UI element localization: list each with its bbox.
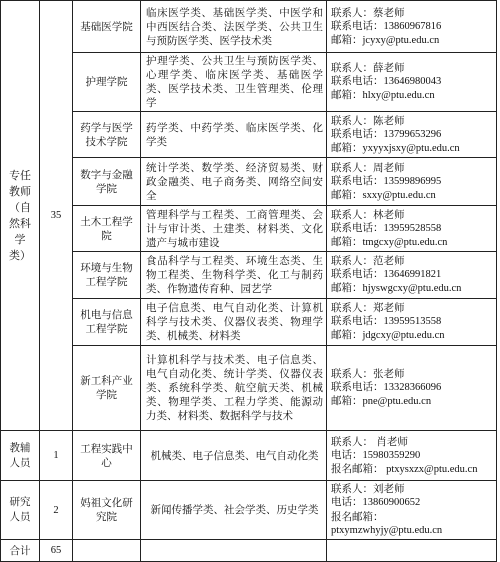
majors-text: 统计学类、数学类、经济贸易类、财政金融类、电子商务类、网络空间安全 xyxy=(146,161,323,202)
college-name: 环境与生物工程学院 xyxy=(80,262,133,288)
contact-cell xyxy=(327,206,497,252)
majors-cell xyxy=(141,112,327,158)
count-cell xyxy=(40,1,73,431)
contact-phone: 联系电话：13646980043 xyxy=(331,76,442,87)
contact-phone: 联系电话：13328366096 xyxy=(331,382,442,393)
majors-text: 管理科学与工程类、工商管理类、会计与审计类、土建类、材料类、文化遗产与城市建设 xyxy=(146,208,323,249)
empty-cell xyxy=(327,540,497,562)
contact-phone: 联系电话：13959528558 xyxy=(331,222,442,234)
contact-cell xyxy=(327,481,497,540)
contact-cell xyxy=(327,252,497,299)
majors-cell xyxy=(141,158,327,206)
contact-email: 邮箱：tmgcxy@ptu.edu.cn xyxy=(331,236,448,248)
contact-phone: 电话：15980359290 xyxy=(331,449,421,461)
category-label: 研究人员 xyxy=(9,496,31,523)
college-name: 数字与金融学院 xyxy=(80,168,133,195)
contact-phone: 联系电话：13959513558 xyxy=(331,316,442,327)
table-row xyxy=(1,252,497,299)
contact-cell xyxy=(327,1,497,53)
contact-email: 邮箱：pne@ptu.edu.cn xyxy=(331,396,432,407)
table-row xyxy=(1,206,497,252)
table-row xyxy=(1,299,497,346)
contact-name: 联系人：周老师 xyxy=(331,161,405,174)
table-row xyxy=(1,112,497,158)
empty-cell xyxy=(141,540,327,562)
contact-email: 报名邮箱： ptxysxzx@ptu.edu.cn xyxy=(331,463,478,475)
college-cell xyxy=(73,252,141,299)
contact-email: 邮箱：hlxy@ptu.edu.cn xyxy=(331,90,435,101)
majors-text: 药学类、中药学类、临床医学类、化学类 xyxy=(146,121,323,148)
majors-text: 新闻传播学类、社会学类、历史学类 xyxy=(150,504,319,516)
college-cell xyxy=(73,112,141,158)
majors-text: 计算机科学与技术类、电子信息类、电气自动化类、统计学类、仪器仪表类、系统科学类、航空航天类、机械类、物理学类、工程力学类、能源动力类、材料类、数据科学与技术 xyxy=(146,354,323,422)
majors-cell xyxy=(141,481,327,540)
majors-cell xyxy=(141,346,327,431)
contact-cell xyxy=(327,53,497,112)
college-cell xyxy=(73,1,141,53)
category-cell xyxy=(1,1,40,431)
total-label-cell xyxy=(1,540,40,562)
majors-text: 护理学类、公共卫生与预防医学类、心理学类、临床医学类、基础医学类、医学技术类、卫生管理类、伦理学 xyxy=(146,55,323,109)
majors-cell xyxy=(141,431,327,481)
college-name: 护理学院 xyxy=(85,76,128,88)
majors-text: 电子信息类、电气自动化类、计算机科学与技术类、仪器仪表类、物理学类、机械类、材料类 xyxy=(146,302,323,342)
college-name: 新工科产业学院 xyxy=(80,375,133,401)
count-value: 35 xyxy=(50,210,62,221)
college-cell xyxy=(73,346,141,431)
college-cell xyxy=(73,481,141,540)
college-name: 土木工程学院 xyxy=(80,215,133,242)
contact-cell xyxy=(327,158,497,206)
contact-email: 邮箱：jcyxy@ptu.edu.cn xyxy=(331,34,440,46)
contact-email: 邮箱：sxxy@ptu.edu.cn xyxy=(331,189,436,201)
table-row-total xyxy=(1,540,497,562)
college-name: 妈祖文化研究院 xyxy=(80,497,133,523)
table-row xyxy=(1,1,497,53)
college-name: 机电与信息工程学院 xyxy=(80,309,133,335)
empty-cell xyxy=(73,540,141,562)
college-name: 药学与医学技术学院 xyxy=(80,121,133,148)
college-cell xyxy=(73,431,141,481)
college-cell xyxy=(73,158,141,206)
contact-phone: 联系电话：13646991821 xyxy=(331,269,442,280)
contact-name: 联系人：郑老师 xyxy=(331,302,405,314)
college-name: 基础医学院 xyxy=(80,20,133,33)
contact-cell xyxy=(327,112,497,158)
majors-cell xyxy=(141,299,327,346)
total-count-cell xyxy=(40,540,73,562)
table-row xyxy=(1,158,497,206)
majors-text: 临床医学类、基础医学类、中医学和中西医结合类、法医学类、公共卫生与预防医学类、医学技术类 xyxy=(146,6,323,47)
college-cell xyxy=(73,206,141,252)
count-cell xyxy=(40,481,73,540)
contact-name: 联系人： 肖老师 xyxy=(331,435,408,448)
table-row xyxy=(1,346,497,431)
majors-cell xyxy=(141,1,327,53)
contact-email: 邮箱：yxyyxjsxy@ptu.edu.cn xyxy=(331,142,460,154)
contact-cell xyxy=(327,299,497,346)
count-value: 2 xyxy=(53,504,59,516)
contact-cell xyxy=(327,431,497,481)
contact-email-label: 报名邮箱： xyxy=(331,511,384,523)
contact-name: 联系人：薛老师 xyxy=(331,62,405,74)
majors-text: 食品科学与工程类、环境生态类、生物工程类、生物科学类、化工与制药类、作物遗传育种、园艺学 xyxy=(146,255,323,295)
majors-cell xyxy=(141,206,327,252)
contact-email: 邮箱：hjyswgcxy@ptu.edu.cn xyxy=(331,283,462,294)
college-cell xyxy=(73,299,141,346)
contact-phone: 电话：13860900652 xyxy=(331,497,421,508)
contact-phone: 联系电话：13860967816 xyxy=(331,20,442,32)
category-label: 教辅人员 xyxy=(9,441,31,469)
count-value: 1 xyxy=(53,450,59,461)
contact-name: 联系人：蔡老师 xyxy=(331,6,405,19)
majors-text: 机械类、电子信息类、电气自动化类 xyxy=(150,449,319,462)
college-name: 工程实践中心 xyxy=(80,442,133,469)
table-row-research xyxy=(1,481,497,540)
count-cell xyxy=(40,431,73,481)
contact-email: 邮箱：jdgcxy@ptu.edu.cn xyxy=(331,330,445,341)
contact-cell xyxy=(327,346,497,431)
majors-cell xyxy=(141,53,327,112)
majors-cell xyxy=(141,252,327,299)
category-cell xyxy=(1,431,40,481)
table-row-support xyxy=(1,431,497,481)
contact-name: 联系人：陈老师 xyxy=(331,114,405,127)
total-label: 合计 xyxy=(9,544,31,557)
contact-phone: 联系电话：13599896995 xyxy=(331,175,442,187)
table-row xyxy=(1,53,497,112)
contact-email: ptxymzwhyjy@ptu.edu.cn xyxy=(331,525,443,536)
contact-name: 联系人：刘老师 xyxy=(331,483,405,495)
category-label: 专任教师（自然科学类） xyxy=(9,168,31,262)
college-cell xyxy=(73,53,141,112)
total-count: 65 xyxy=(50,545,62,556)
contact-phone: 联系电话：13799653296 xyxy=(331,128,442,140)
contact-name: 联系人：林老师 xyxy=(331,208,405,221)
category-cell xyxy=(1,481,40,540)
contact-name: 联系人：张老师 xyxy=(331,368,405,380)
contact-name: 联系人：范老师 xyxy=(331,255,405,267)
